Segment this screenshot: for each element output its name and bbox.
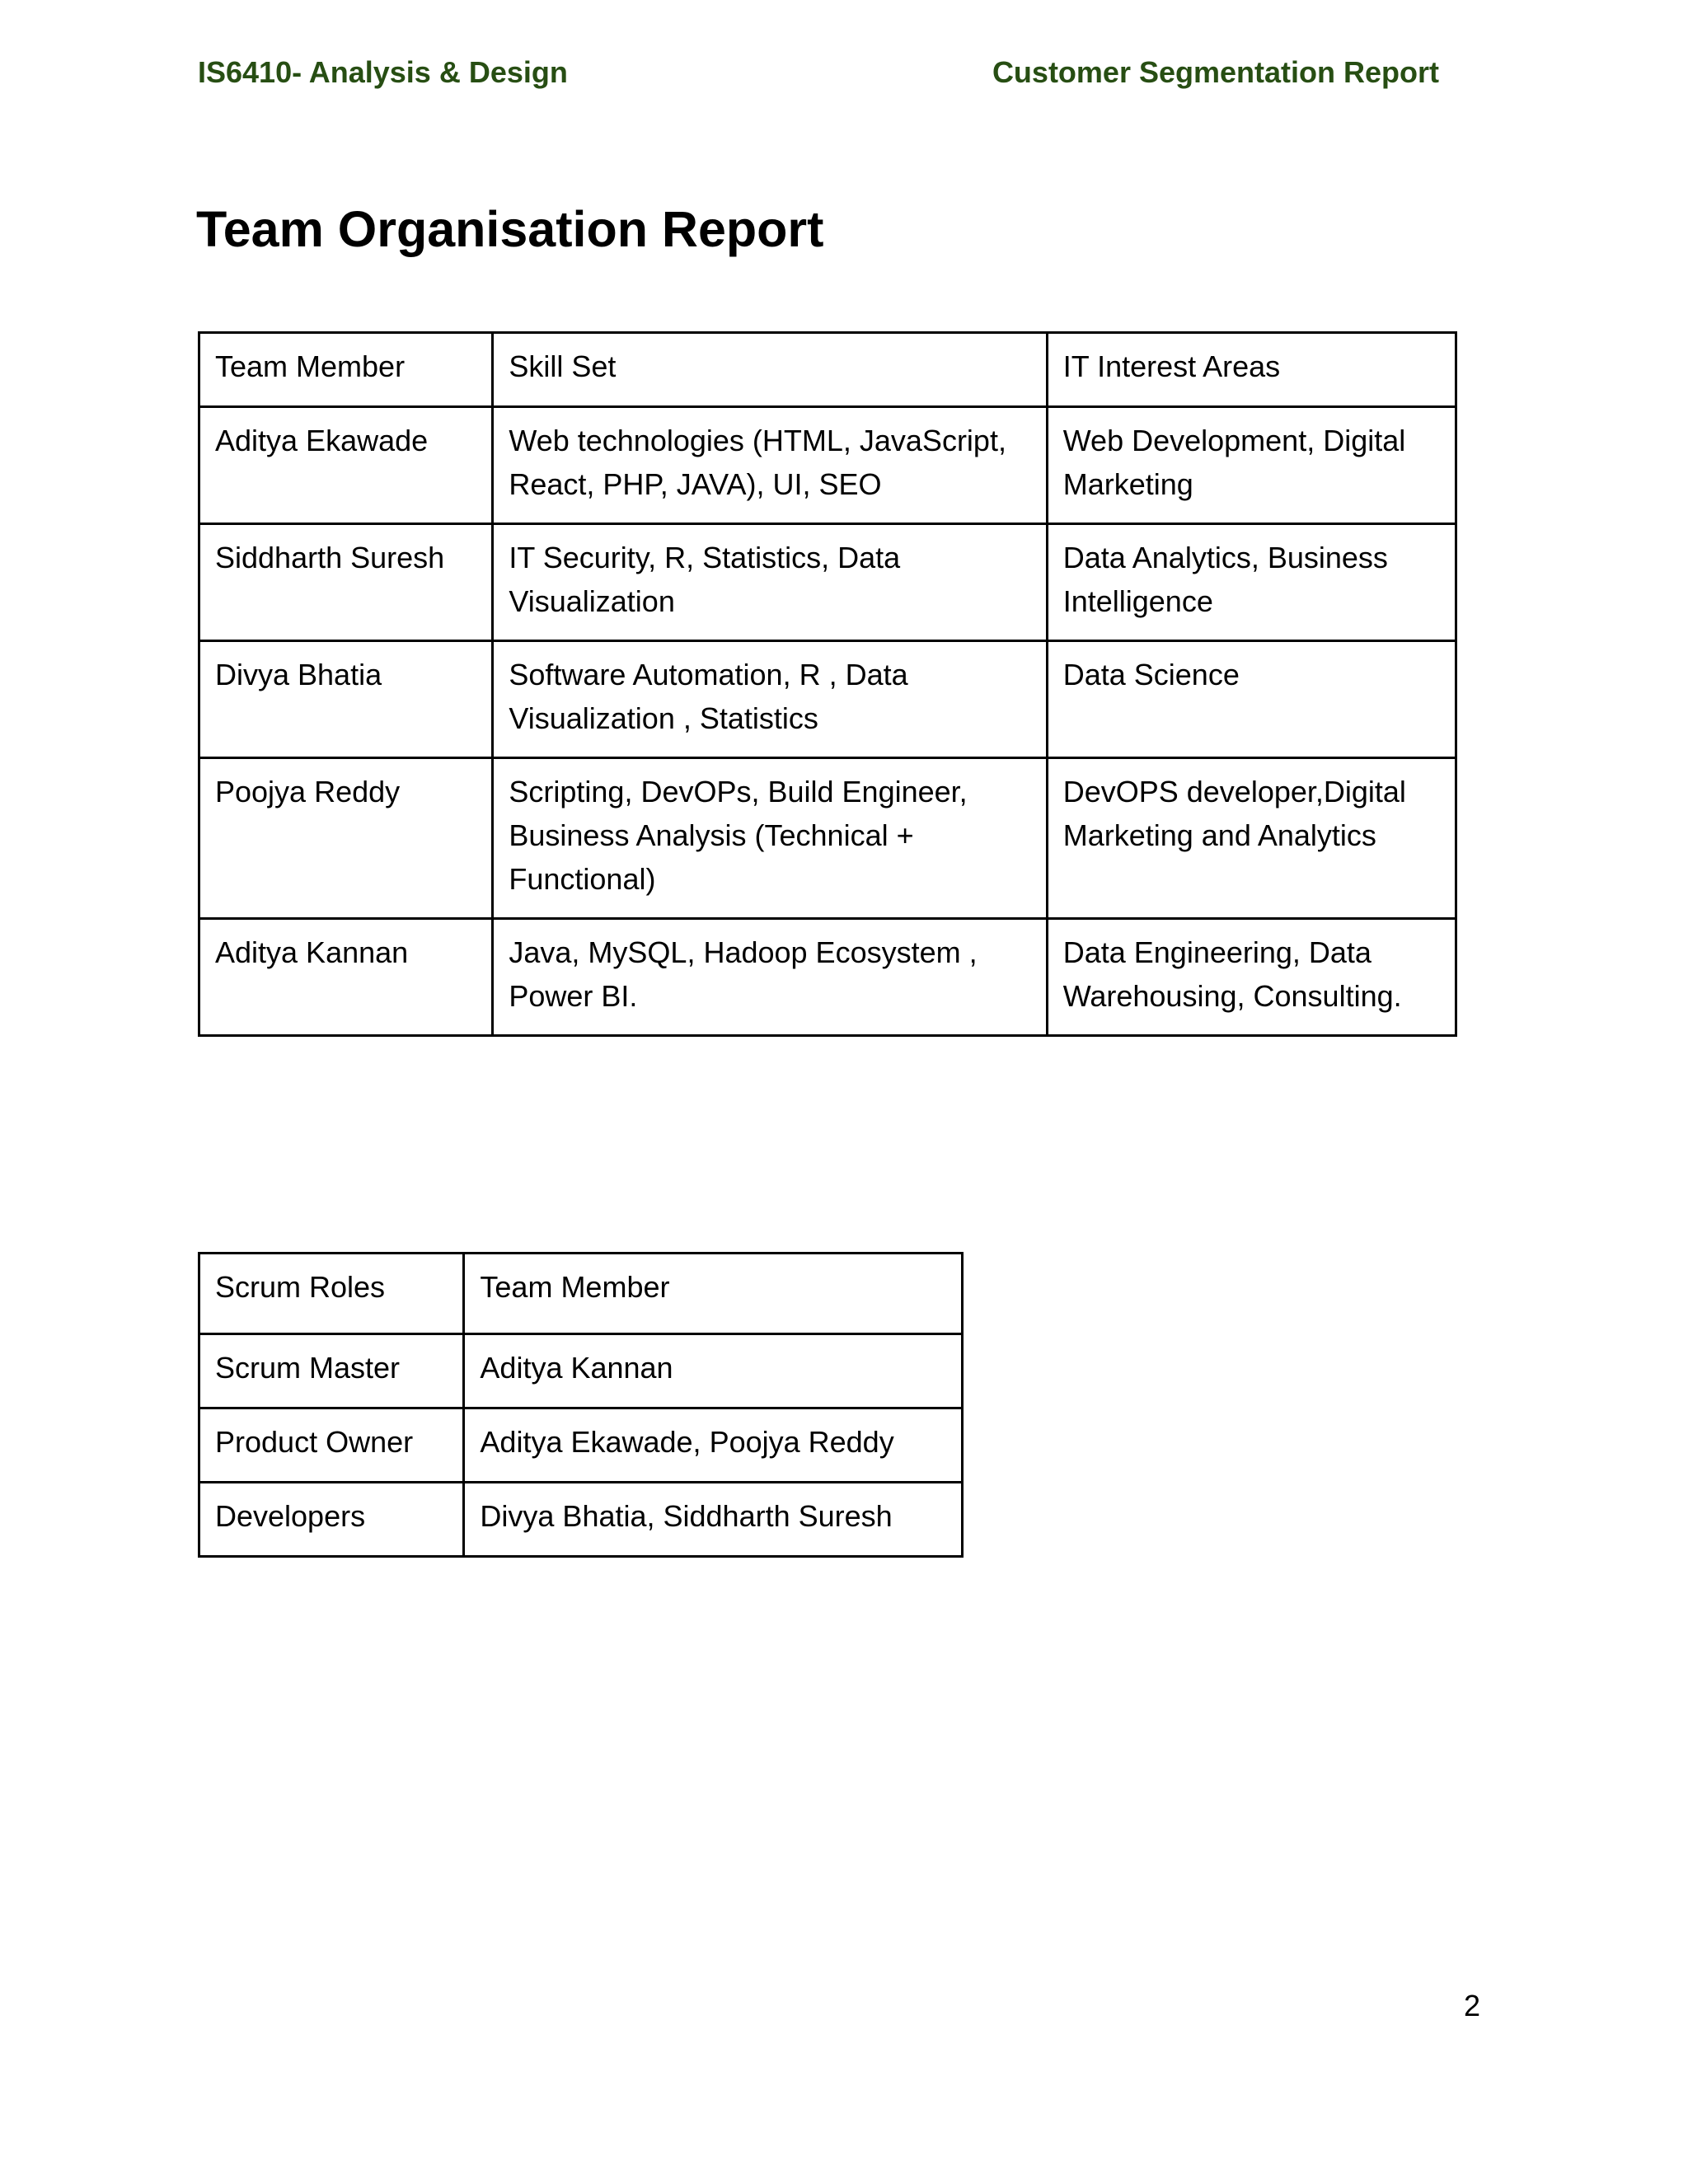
- table-row: [199, 919, 1456, 1036]
- role-cell: Product Owner: [199, 1408, 464, 1483]
- scrum-roles-table: [198, 1252, 964, 1558]
- interests-cell: Data Engineering, Data Warehousing, Consulting.: [1047, 919, 1456, 1036]
- page-number: 2: [1463, 1989, 1480, 2022]
- skills-cell: IT Security, R, Statistics, Data Visualization: [493, 524, 1047, 641]
- role-cell: Developers: [199, 1483, 464, 1557]
- table-row: [199, 407, 1456, 524]
- member-cell: Aditya Ekawade, Poojya Reddy: [464, 1408, 963, 1483]
- member-cell: Aditya Ekawade: [199, 407, 493, 524]
- member-cell: Aditya Kannan: [464, 1334, 963, 1408]
- table-row: [199, 641, 1456, 758]
- interests-cell: DevOPS developer,Digital Marketing and Analytics: [1047, 758, 1456, 919]
- header-cell-it-interest-areas: IT Interest Areas: [1047, 333, 1456, 407]
- header-course-title: IS6410- Analysis & Design: [198, 55, 568, 89]
- interests-cell: Data Analytics, Business Intelligence: [1047, 524, 1456, 641]
- team-organisation-table: [198, 331, 1457, 1037]
- interests-cell: Web Development, Digital Marketing: [1047, 407, 1456, 524]
- role-cell: Scrum Master: [199, 1334, 464, 1408]
- table-row: [199, 758, 1456, 919]
- member-cell: Aditya Kannan: [199, 919, 493, 1036]
- header-report-title: Customer Segmentation Report: [992, 55, 1439, 89]
- header-cell-scrum-roles: Scrum Roles: [199, 1254, 464, 1334]
- member-cell: Siddharth Suresh: [199, 524, 493, 641]
- table-header-row: [199, 333, 1456, 407]
- table-header-row: [199, 1254, 963, 1334]
- table-row: [199, 524, 1456, 641]
- page-title: Team Organisation Report: [196, 201, 824, 257]
- header-cell-team-member: Team Member: [464, 1254, 963, 1334]
- member-cell: Poojya Reddy: [199, 758, 493, 919]
- skills-cell: Web technologies (HTML, JavaScript, React, PHP, JAVA), UI, SEO: [493, 407, 1047, 524]
- interests-cell: Data Science: [1047, 641, 1456, 758]
- member-cell: Divya Bhatia, Siddharth Suresh: [464, 1483, 963, 1557]
- header-cell-skill-set: Skill Set: [493, 333, 1047, 407]
- member-cell: Divya Bhatia: [199, 641, 493, 758]
- header-cell-team-member: Team Member: [199, 333, 493, 407]
- table-row: [199, 1483, 963, 1557]
- skills-cell: Software Automation, R , Data Visualization , Statistics: [493, 641, 1047, 758]
- table-row: [199, 1334, 963, 1408]
- skills-cell: Scripting, DevOPs, Build Engineer, Business Analysis (Technical + Functional): [493, 758, 1047, 919]
- table-row: [199, 1408, 963, 1483]
- skills-cell: Java, MySQL, Hadoop Ecosystem , Power BI.: [493, 919, 1047, 1036]
